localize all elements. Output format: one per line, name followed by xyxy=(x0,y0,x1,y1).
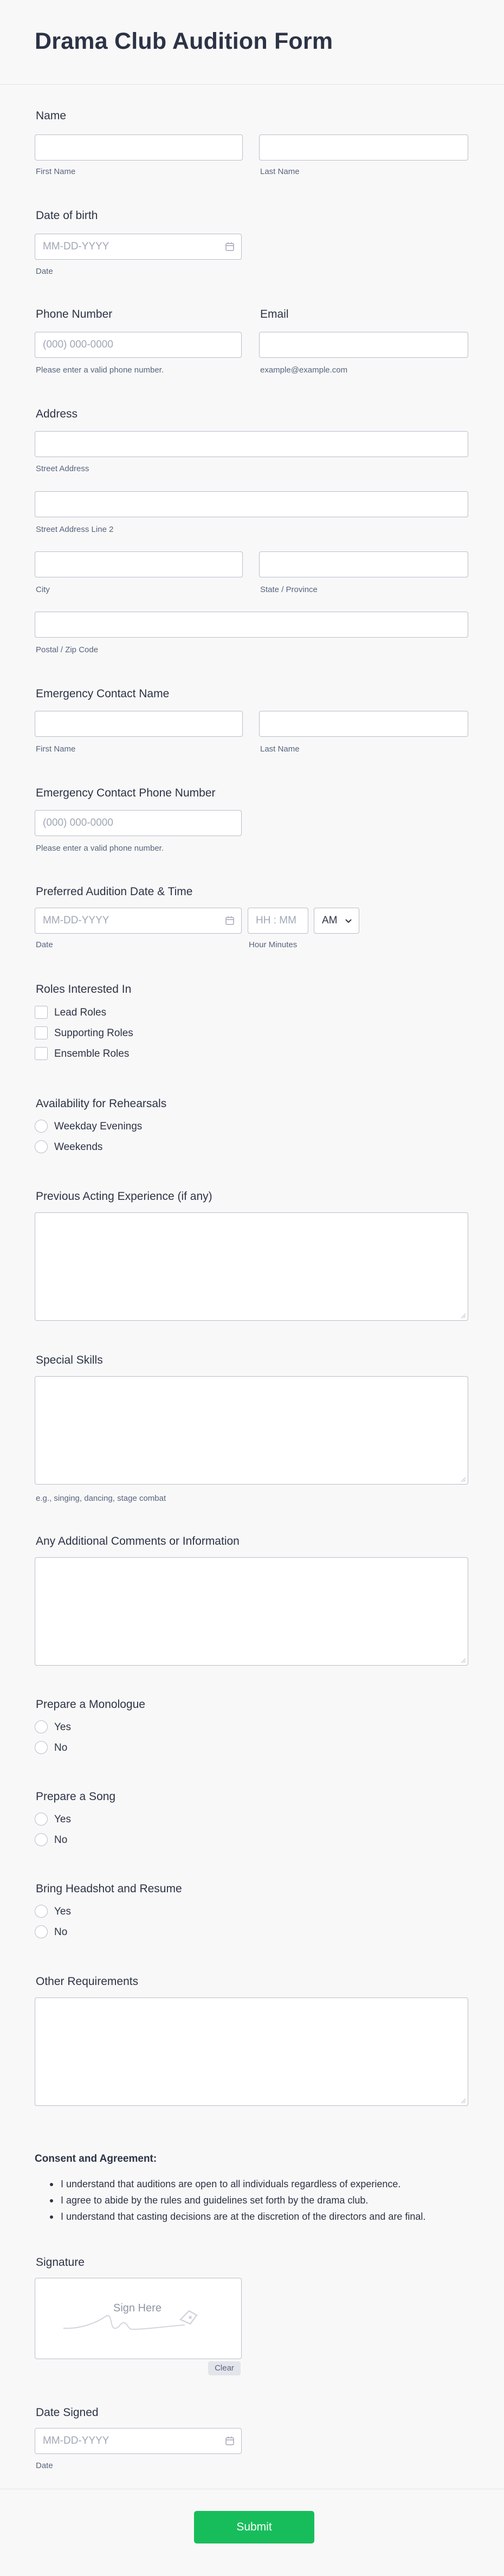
consent-item: I agree to abide by the rules and guidelines set forth by the drama club. xyxy=(61,2195,369,2206)
option-monologue-no: No xyxy=(54,1742,68,1753)
skills-label: Special Skills xyxy=(36,1354,103,1366)
ampm-select[interactable] xyxy=(314,908,359,934)
dob-label: Date of birth xyxy=(36,209,98,222)
resize-grip-icon[interactable] xyxy=(460,1476,466,1482)
option-song-no: No xyxy=(54,1834,68,1846)
signature-label: Signature xyxy=(36,2256,85,2269)
form-footer xyxy=(0,2489,504,2576)
radio-monologue-yes[interactable] xyxy=(35,1720,48,1733)
audition-date-sublabel: Date xyxy=(36,940,53,949)
audition-time-sublabel: Hour Minutes xyxy=(249,940,298,949)
date-signed-sublabel: Date xyxy=(36,2461,53,2470)
bullet-icon xyxy=(50,2215,53,2219)
dob-placeholder: MM-DD-YYYY xyxy=(43,241,109,252)
form-header xyxy=(0,0,504,85)
date-signed-label: Date Signed xyxy=(36,2406,99,2419)
street-address-input[interactable] xyxy=(35,431,468,457)
date-signed-placeholder: MM-DD-YYYY xyxy=(43,2435,109,2446)
comments-label: Any Additional Comments or Information xyxy=(36,1535,240,1547)
audition-label: Preferred Audition Date & Time xyxy=(36,885,193,898)
dob-input[interactable] xyxy=(35,234,242,260)
other-label: Other Requirements xyxy=(36,1975,139,1988)
monologue-label: Prepare a Monologue xyxy=(36,1698,145,1711)
chevron-down-icon xyxy=(345,918,352,924)
radio-monologue-no[interactable] xyxy=(35,1741,48,1754)
dob-sublabel: Date xyxy=(36,267,53,276)
radio-headshot-no[interactable] xyxy=(35,1925,48,1938)
option-weekends: Weekends xyxy=(54,1141,103,1153)
option-headshot-no: No xyxy=(54,1926,68,1938)
emergency-phone-sublabel: Please enter a valid phone number. xyxy=(36,844,164,853)
experience-label: Previous Acting Experience (if any) xyxy=(36,1190,212,1203)
street-address-2-sublabel: Street Address Line 2 xyxy=(36,525,114,534)
radio-weekday-evenings[interactable] xyxy=(35,1120,48,1133)
email-label: Email xyxy=(260,308,289,320)
emergency-phone-label: Emergency Contact Phone Number xyxy=(36,787,216,799)
first-name-input[interactable] xyxy=(35,134,243,160)
ampm-value: AM xyxy=(322,915,338,926)
clear-signature-button[interactable]: Clear xyxy=(208,2361,241,2375)
state-input[interactable] xyxy=(259,551,468,577)
emergency-first-sublabel: First Name xyxy=(36,744,76,754)
calendar-icon[interactable] xyxy=(225,916,235,926)
city-input[interactable] xyxy=(35,551,243,577)
option-song-yes: Yes xyxy=(54,1814,71,1825)
calendar-icon[interactable] xyxy=(225,242,235,252)
comments-textarea[interactable] xyxy=(35,1557,468,1666)
street-address-2-input[interactable] xyxy=(35,491,468,517)
option-headshot-yes: Yes xyxy=(54,1906,71,1917)
checkbox-ensemble-roles[interactable] xyxy=(35,1047,48,1060)
option-monologue-yes: Yes xyxy=(54,1721,71,1733)
option-lead-roles: Lead Roles xyxy=(54,1007,107,1018)
signature-pad[interactable] xyxy=(35,2278,242,2359)
name-label: Name xyxy=(36,110,67,122)
emergency-name-label: Emergency Contact Name xyxy=(36,688,170,700)
bullet-icon xyxy=(50,2183,53,2186)
phone-input[interactable] xyxy=(35,332,242,358)
address-label: Address xyxy=(36,408,78,420)
skills-textarea[interactable] xyxy=(35,1376,468,1485)
audition-date-placeholder: MM-DD-YYYY xyxy=(43,915,109,926)
audition-time-placeholder: HH : MM xyxy=(256,915,296,926)
email-sublabel: example@example.com xyxy=(260,365,348,375)
postal-input[interactable] xyxy=(35,612,468,638)
experience-textarea[interactable] xyxy=(35,1212,468,1321)
date-signed-input[interactable] xyxy=(35,2428,242,2454)
audition-date-input[interactable] xyxy=(35,908,242,934)
radio-headshot-yes[interactable] xyxy=(35,1905,48,1918)
submit-button[interactable]: Submit xyxy=(194,2511,314,2543)
emergency-first-name-input[interactable] xyxy=(35,711,243,737)
first-name-sublabel: First Name xyxy=(36,167,76,176)
option-ensemble-roles: Ensemble Roles xyxy=(54,1048,130,1059)
phone-label: Phone Number xyxy=(36,308,113,320)
roles-label: Roles Interested In xyxy=(36,983,132,995)
bullet-icon xyxy=(50,2199,53,2202)
option-weekday-evenings: Weekday Evenings xyxy=(54,1121,143,1132)
emergency-last-name-input[interactable] xyxy=(259,711,468,737)
calendar-icon[interactable] xyxy=(225,2436,235,2446)
emergency-last-sublabel: Last Name xyxy=(260,744,300,754)
city-sublabel: City xyxy=(36,585,50,594)
resize-grip-icon[interactable] xyxy=(460,2097,466,2104)
radio-song-no[interactable] xyxy=(35,1833,48,1846)
emergency-phone-input[interactable] xyxy=(35,810,242,836)
postal-sublabel: Postal / Zip Code xyxy=(36,645,99,654)
resize-grip-icon[interactable] xyxy=(460,1657,466,1663)
availability-label: Availability for Rehearsals xyxy=(36,1097,167,1110)
option-supporting-roles: Supporting Roles xyxy=(54,1027,133,1039)
consent-heading: Consent and Agreement: xyxy=(35,2153,157,2164)
emergency-phone-placeholder: (000) 000-0000 xyxy=(43,817,113,828)
phone-placeholder: (000) 000-0000 xyxy=(43,339,113,350)
email-input[interactable] xyxy=(259,332,468,358)
state-sublabel: State / Province xyxy=(260,585,318,594)
other-textarea[interactable] xyxy=(35,1997,468,2106)
street-address-sublabel: Street Address xyxy=(36,464,89,473)
radio-weekends[interactable] xyxy=(35,1140,48,1153)
signature-placeholder: Sign Here xyxy=(113,2302,161,2314)
phone-sublabel: Please enter a valid phone number. xyxy=(36,365,164,375)
audition-time-input[interactable] xyxy=(248,908,308,934)
skills-sublabel: e.g., singing, dancing, stage combat xyxy=(36,1494,166,1503)
last-name-input[interactable] xyxy=(259,134,468,160)
consent-item: I understand that auditions are open to all individuals regardless of experience. xyxy=(61,2179,401,2189)
song-label: Prepare a Song xyxy=(36,1790,116,1803)
checkbox-lead-roles[interactable] xyxy=(35,1006,48,1019)
checkbox-supporting-roles[interactable] xyxy=(35,1026,48,1039)
form-title: Drama Club Audition Form xyxy=(35,28,333,54)
consent-item: I understand that casting decisions are at the discretion of the directors and are final. xyxy=(61,2211,426,2222)
resize-grip-icon[interactable] xyxy=(460,1312,466,1319)
headshot-label: Bring Headshot and Resume xyxy=(36,1883,182,1895)
radio-song-yes[interactable] xyxy=(35,1813,48,1826)
last-name-sublabel: Last Name xyxy=(260,167,300,176)
